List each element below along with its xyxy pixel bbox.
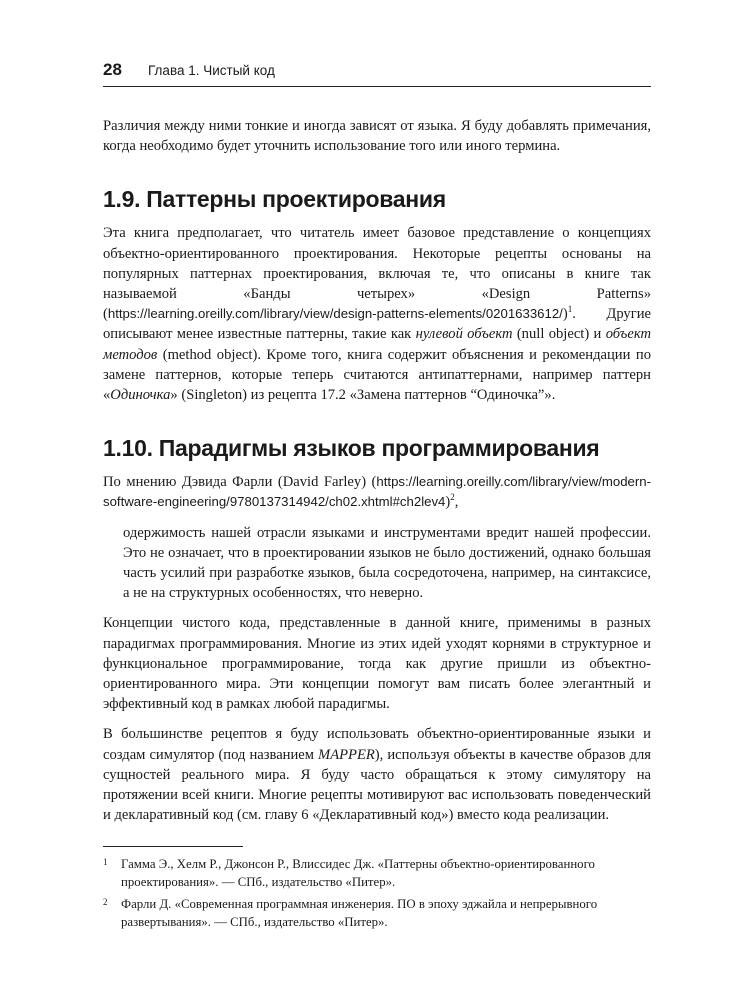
term-null-object: нулевой объект	[415, 326, 513, 343]
section-heading-design-patterns: 1.9. Паттерны проектирования	[103, 186, 446, 213]
design-patterns-paragraph	[103, 223, 651, 405]
farley-intro-paragraph	[103, 472, 651, 512]
text-run: )	[562, 306, 568, 323]
running-header	[103, 60, 651, 87]
page-body	[103, 116, 651, 825]
footnote-1	[103, 855, 651, 891]
link-modern-software-engineering[interactable]: https://learning.oreilly.com/library/view/modern-software-engineering/9780137314942/ch02.xhtml#ch2lev4	[103, 474, 651, 510]
term-mapper: MAPPER	[318, 746, 375, 763]
text-run: (method object). Кроме того, книга содержит объяснения и рекомендации по замене паттернов, которые теперь считаются антипаттернами, например паттерн «	[103, 346, 651, 404]
text-run: В большинстве рецептов я буду использовать объектно-ориентированные языки и создам симулятор (под названием	[103, 726, 651, 763]
text-run: По мнению Дэвида Фарли (David Farley) (	[103, 474, 377, 491]
footnote-ref-2[interactable]: 2	[450, 492, 455, 503]
mapper-paragraph	[103, 724, 651, 825]
text-run: ), используя объекты в качестве образов для сущностей реального мира. Я буду часто обращаться к этому симулятору на протяжении всей книги. Многие рецепты мотивируют вас использовать поведенческий и декларативный код (см. главу 6 «Декларативный код») вместо кода реализации.	[103, 746, 651, 824]
chapter-title: Глава 1. Чистый код	[148, 63, 275, 78]
intro-paragraph: Различия между ними тонкие и иногда зависят от языка. Я буду добавлять примечания, когда необходимо будет уточнить использование того или иного термина.	[103, 118, 651, 155]
footnote-2	[103, 895, 651, 931]
footnote-number: 1	[103, 857, 108, 867]
text-run: . Другие описывают менее известные паттерны, такие как	[103, 306, 651, 343]
farley-quote: одержимость нашей отрасли языками и инструментами вредит нашей профессии. Это не означает, что в проектировании языков не было достижений, однако большая часть усилий при разработке языков, была сосредоточена, например, на синтаксисе, а не на структурных особенностях, что неверно.	[123, 524, 651, 602]
text-run: (null object) и	[512, 326, 606, 343]
footnotes	[103, 846, 651, 935]
text-run: » (Singleton) из рецепта 17.2 «Замена паттернов “Одиночка”».	[170, 387, 556, 404]
footnote-text: Фарли Д. «Современная программная инженерия. ПО в эпоху эджайла и непрерывного развертывания». — СПб., издательство «Питер».	[121, 897, 598, 929]
term-method-object: объект методов	[103, 326, 651, 363]
term-singleton: Одиночка	[110, 387, 171, 404]
footnote-rule	[103, 846, 243, 847]
book-page	[103, 0, 651, 1000]
footnote-ref-1[interactable]: 1	[567, 304, 573, 315]
section-heading-paradigms: 1.10. Парадигмы языков программирования	[103, 435, 600, 462]
link-design-patterns[interactable]: https://learning.oreilly.com/library/view/design-patterns-elements/0201633612/	[107, 306, 563, 322]
clean-code-concepts-paragraph: Концепции чистого кода, представленные в данной книге, применимы в разных парадигмах программирования. Многие из этих идей уходят корнями в структурное и функциональное программирование, тогда как другие пришли из объектно-ориентированного мира. Эти концепции помогут вам писать более элегантный и эффективный код в рамках любой парадигмы.	[103, 615, 651, 713]
text-run: )	[445, 494, 451, 511]
text-run: ,	[454, 494, 459, 511]
footnote-text: Гамма Э., Хелм Р., Джонсон Р., Влиссидес Дж. «Паттерны объектно-ориентированного проектирования». — СПб., издательство «Питер».	[121, 857, 595, 889]
footnote-number: 2	[103, 897, 108, 907]
page-number: 28	[103, 60, 122, 79]
text-run: Эта книга предполагает, что читатель имеет базовое представление о концепциях объектно-ориентированного проектирования. Некоторые рецепты основаны на популярных паттернах проектирования, включая те, что описаны в книге так называемой «Банды четырех» «Design Patterns» (	[103, 225, 651, 323]
